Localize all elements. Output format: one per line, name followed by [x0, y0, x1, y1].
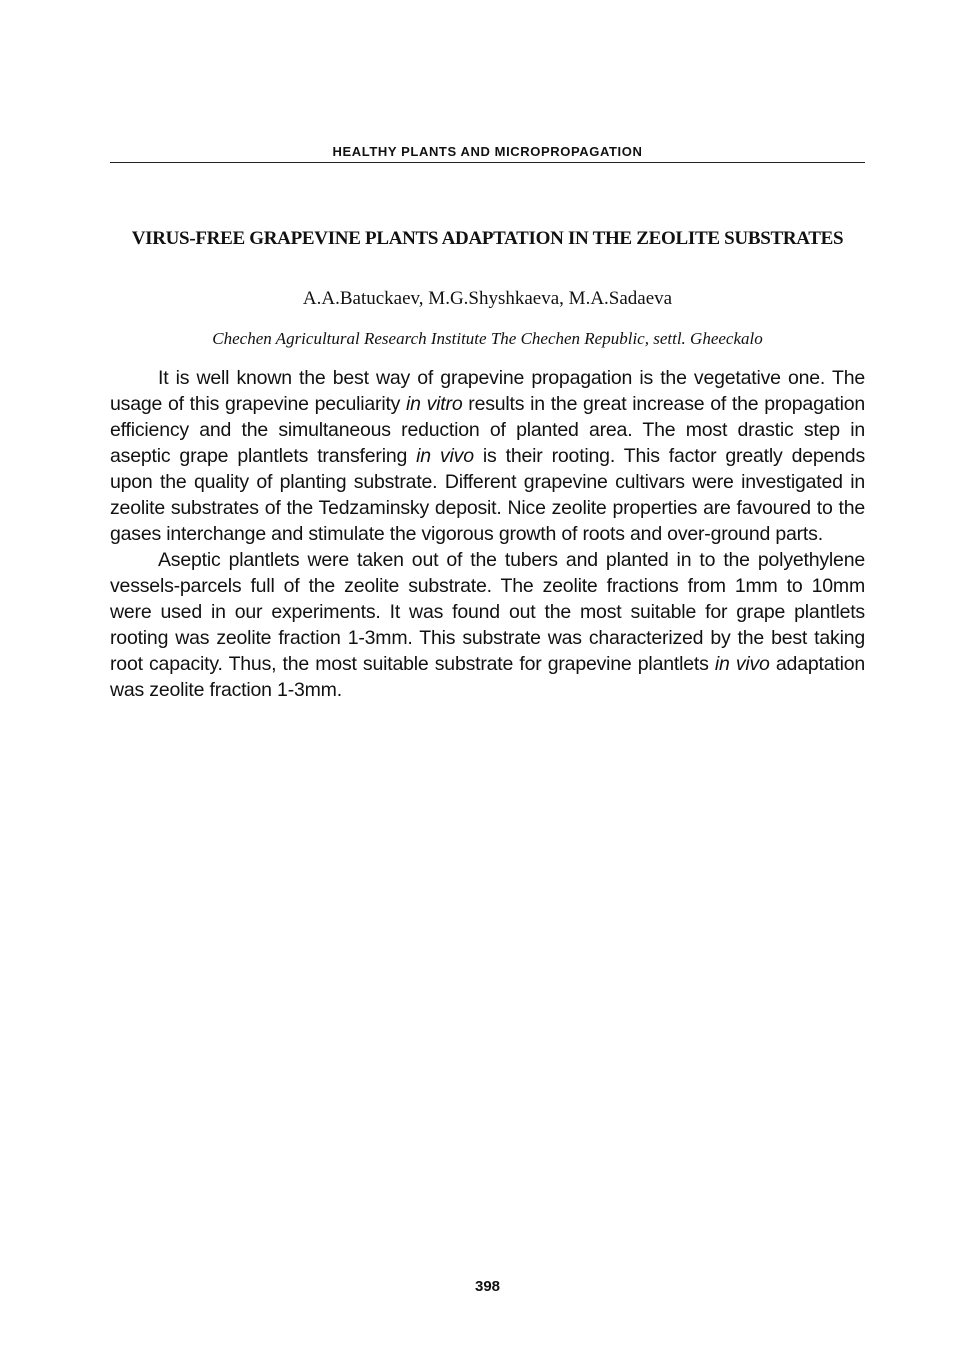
paragraph-1-text-3: is their rooting. This factor greatly depends upon the quality of planting substrate. Different grapevine cultivars were investigated in zeolite substrates of the Tedzaminsky deposit. Nice zeolite properties are favoured to the gases interchange and stimulate the vigorous growth of roots and over-ground parts. [110, 445, 866, 545]
paragraph-1-italic-2: in vivo [416, 445, 474, 467]
abstract-body [110, 365, 865, 703]
paragraph-1-text-2: results in the great increase of the propagation efficiency and the simultaneous reduction of planted area. The most drastic step in aseptic grape plantlets transfering [110, 393, 865, 467]
paragraph-2-text-1: Aseptic plantlets were taken out of the tubers and planted in to the polyethylene vessels-parcels full of the zeolite substrate. The zeolite fractions from 1mm to 10mm were used in our experiments. It was found out the most suitable for grape plantlets rooting was zeolite fraction 1-3mm. This substrate was characterized by the best taking root capacity. Thus, the most suitable substrate for grapevine plantlets [110, 549, 865, 675]
article-affiliation: Chechen Agricultural Research Institute The Chechen Republic, settl. Gheeckalo [212, 329, 763, 348]
page-number: 398 [474, 1278, 501, 1295]
paragraph-1-text-1: It is well known the best way of grapevine propagation is the vegetative one. The usage of this grapevine peculiarity [110, 367, 865, 415]
article-authors: A.A.Batuckaev, M.G.Shyshkaeva, M.A.Sadaeva [302, 288, 673, 309]
paragraph-2-text-2: adaptation was zeolite fraction 1-3mm. [110, 653, 865, 701]
paragraph-2 [110, 547, 865, 703]
running-header: HEALTHY PLANTS AND MICROPROPAGATION [332, 144, 643, 159]
paragraph-1-italic-1: in vitro [406, 393, 463, 415]
article-title: VIRUS-FREE GRAPEVINE PLANTS ADAPTATION IN THE ZEOLITE SUBSTRATES [131, 228, 844, 249]
header-rule [110, 162, 865, 163]
paragraph-1 [110, 365, 865, 547]
paragraph-2-italic-1: in vivo [714, 653, 770, 675]
